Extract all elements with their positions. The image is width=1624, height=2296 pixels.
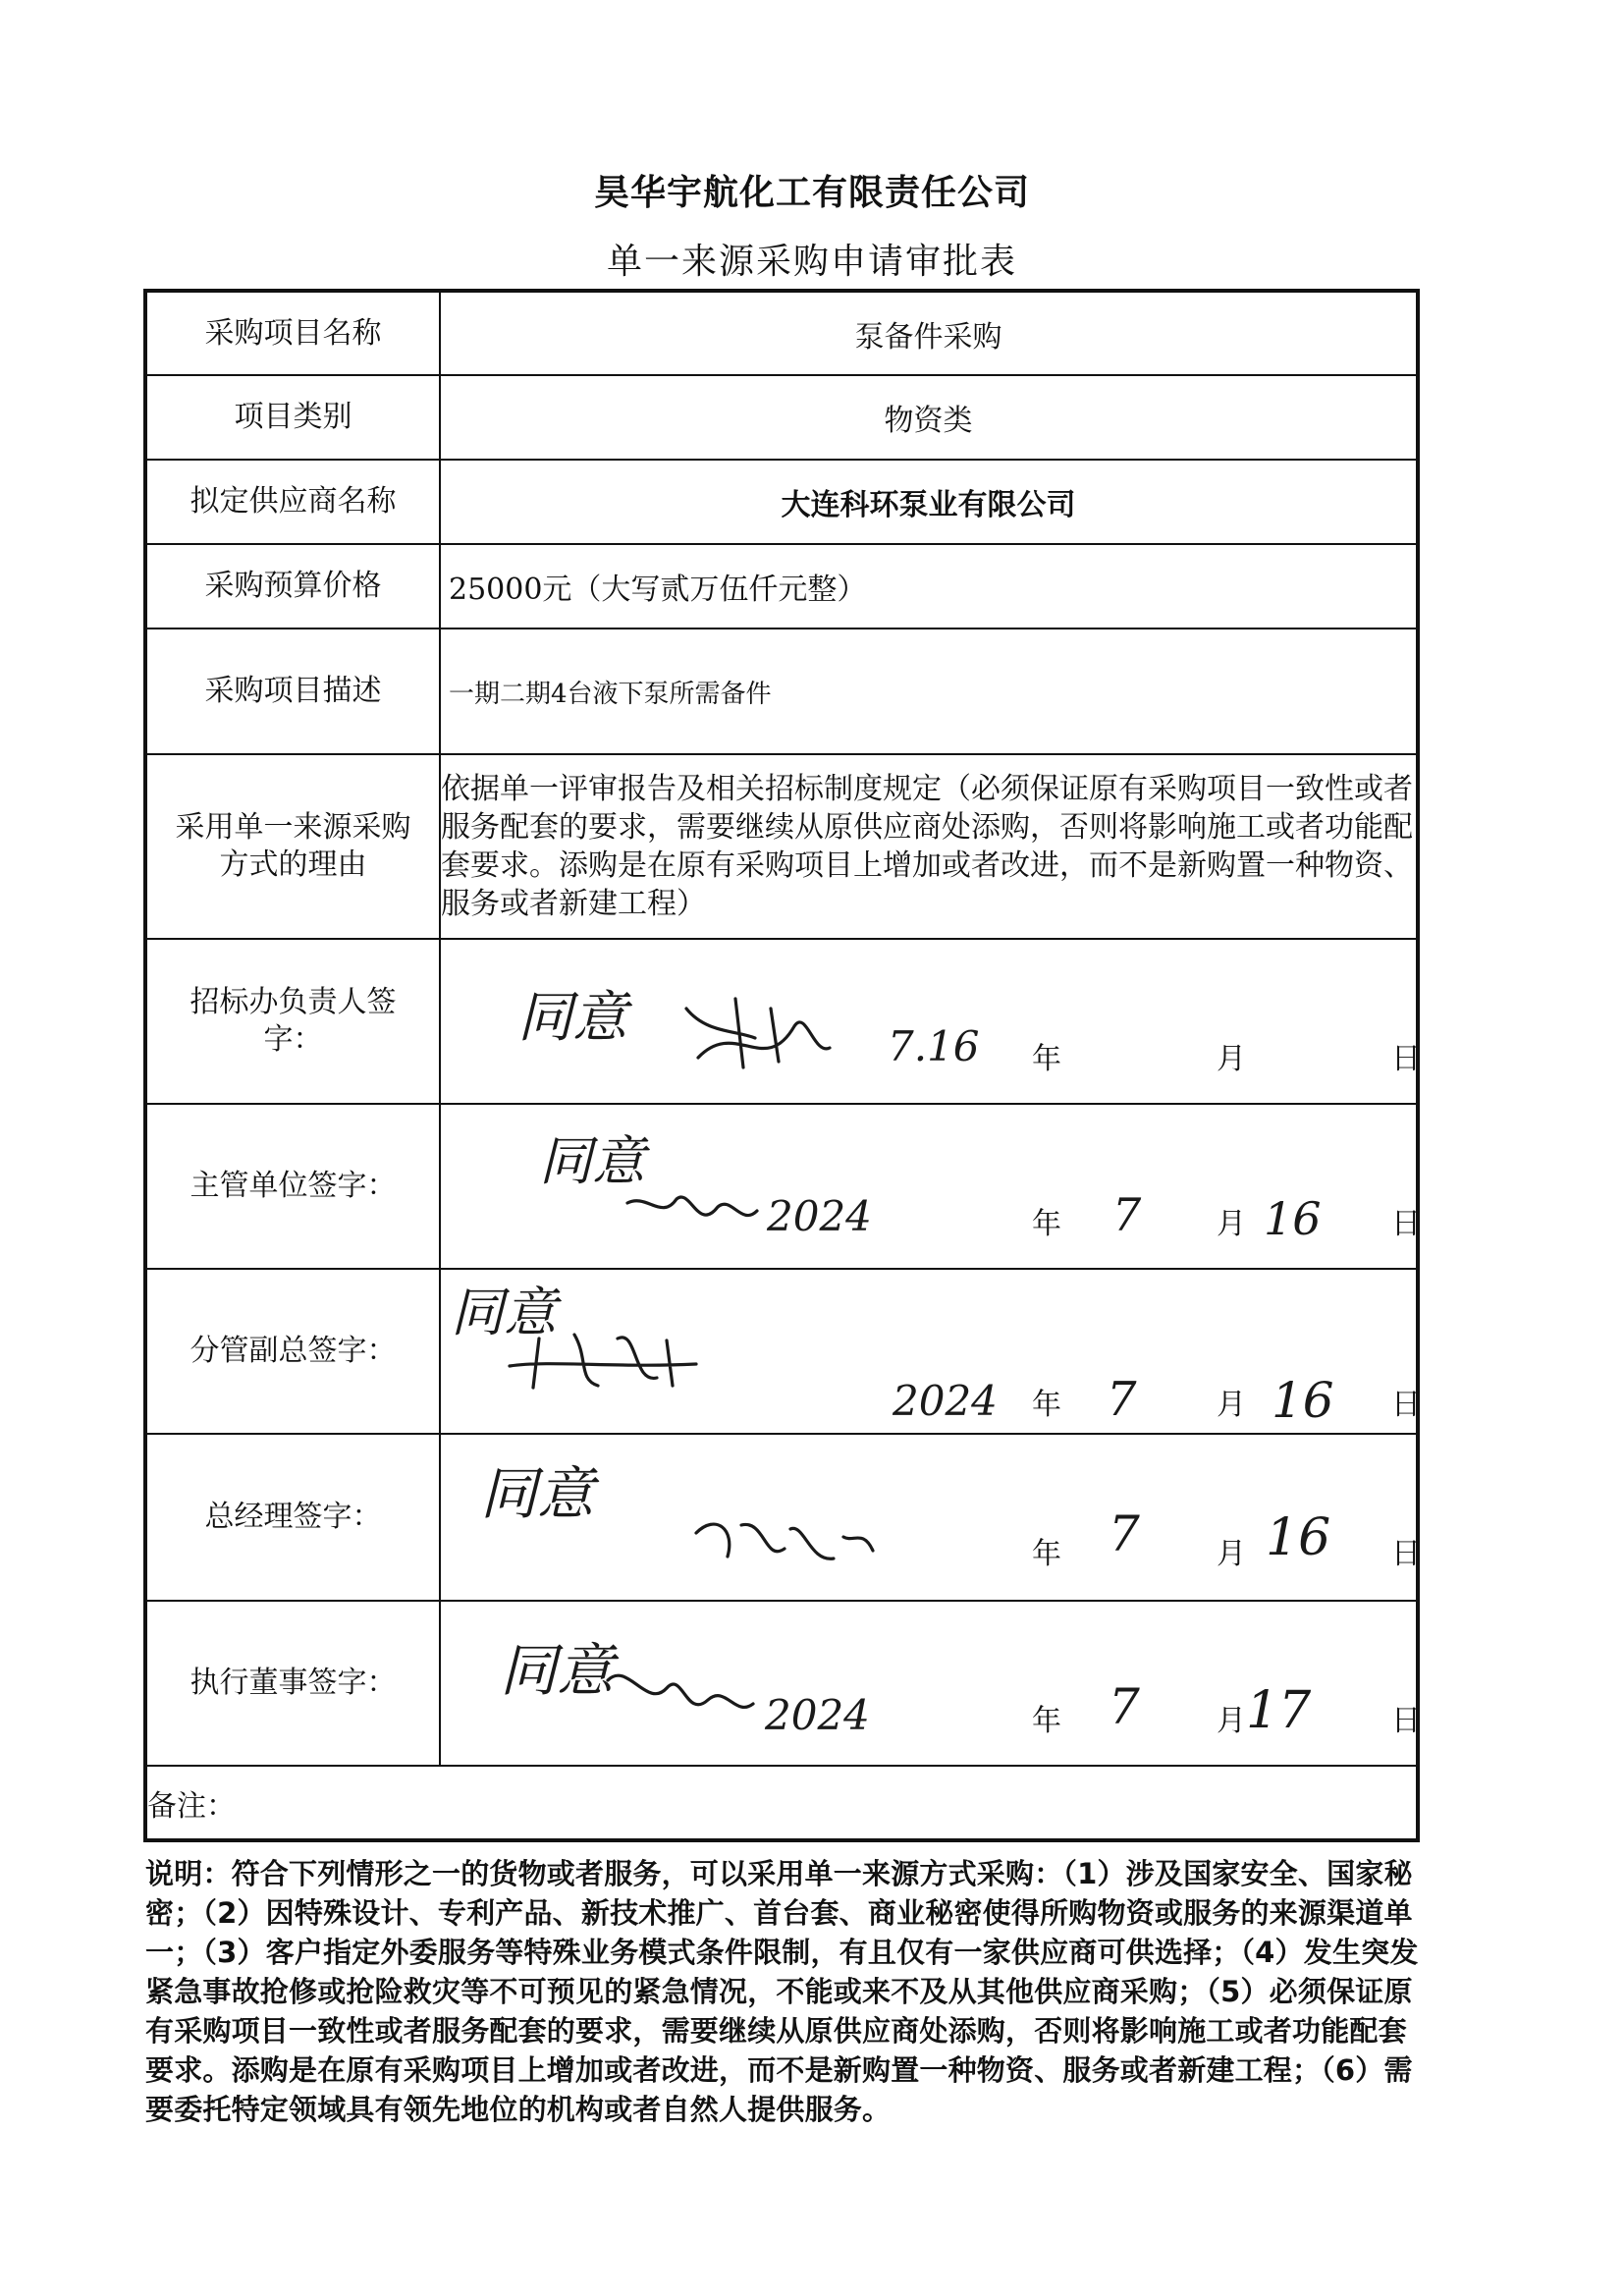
handwritten-opinion: 同意 <box>451 1282 557 1343</box>
handwritten-day: 16 <box>1272 1372 1334 1429</box>
handwritten-opinion: 同意 <box>480 1460 595 1527</box>
handwritten-day: 16 <box>1264 1192 1322 1245</box>
year-label: 年 <box>1032 1704 1061 1738</box>
company-name: 昊华宇航化工有限责任公司 <box>593 173 1030 213</box>
reason-value: 依据单一评审报告及相关招标制度规定（必须保证原有采购项目一致性或者服务配套的要求，需要继续从原供应商处添购，否则将影响施工或者功能配套要求。添购是在原有采购项目上增加或者改进，而不是新购置一种物资、服务或者新建工程） <box>440 754 1418 939</box>
signature-label-bidding-office: 招标办负责人签字： <box>145 939 440 1104</box>
approval-form-table <box>143 289 1420 1842</box>
month-label: 月 <box>1217 1042 1246 1076</box>
remarks-label: 备注： <box>145 1766 1418 1840</box>
row-description <box>145 629 1418 754</box>
year-label: 年 <box>1032 1388 1061 1422</box>
handwritten-month: 7 <box>1109 1505 1140 1562</box>
year-label: 年 <box>1032 1537 1061 1571</box>
handwritten-day: 17 <box>1246 1681 1312 1740</box>
day-label: 日 <box>1391 1388 1421 1422</box>
signature-area-supervising-unit <box>440 1104 1421 1269</box>
form-title: 单一来源采购申请审批表 <box>606 242 1017 282</box>
budget-value: 25000元（大写贰万伍仟元整） <box>440 544 1418 629</box>
project-name-label: 采购项目名称 <box>145 291 440 375</box>
signature-label-deputy-gm: 分管副总签字： <box>145 1269 440 1434</box>
row-budget <box>145 544 1418 629</box>
signature-area-deputy-gm <box>440 1269 1421 1434</box>
project-category-label: 项目类别 <box>145 375 440 460</box>
supplier-label: 拟定供应商名称 <box>145 460 440 544</box>
project-name-value: 泵备件采购 <box>440 291 1418 375</box>
handwritten-month: 7 <box>1107 1372 1137 1427</box>
handwritten-signature-executive-director <box>441 1602 1421 1767</box>
handwritten-year: 2024 <box>767 1192 872 1240</box>
handwritten-opinion: 同意 <box>500 1637 615 1704</box>
row-signature-executive-director <box>145 1601 1418 1766</box>
handwritten-month: 7 <box>1112 1188 1142 1241</box>
row-signature-deputy-gm <box>145 1269 1418 1434</box>
row-reason <box>145 754 1418 939</box>
handwritten-signature-deputy-gm <box>441 1270 1421 1435</box>
signature-label-general-manager: 总经理签字： <box>145 1434 440 1601</box>
day-label: 日 <box>1391 1704 1421 1738</box>
handwritten-opinion: 同意 <box>517 986 627 1050</box>
handwritten-opinion: 同意 <box>539 1130 645 1192</box>
explanation-note: 说明：符合下列情形之一的货物或者服务，可以采用单一来源方式采购：（1）涉及国家安全、国家秘密；（2）因特殊设计、专利产品、新技术推广、首台套、商业秘密使得所购物资或服务的来源渠道单一；（3）客户指定外委服务等特殊业务模式条件限制，有且仅有一家供应商可供选择；（4）发生突发紧急事故抢修或抢险救灾等不可预见的紧急情况，不能或来不及从其他供应商采购；（5）必须保证原有采购项目一致性或者服务配套的要求，需要继续从原供应商处添购，否则将影响施工或者功能配套要求。添购是在原有采购项目上增加或者改进，而不是新购置一种物资、服务或者新建工程；（6）需要委托特定领域具有领先地位的机构或者自然人提供服务。 <box>145 1857 1419 2126</box>
signature-label-supervising-unit: 主管单位签字： <box>145 1104 440 1269</box>
budget-label: 采购预算价格 <box>145 544 440 629</box>
row-signature-bidding-office <box>145 939 1418 1104</box>
supplier-value: 大连科环泵业有限公司 <box>440 460 1418 544</box>
row-project-category <box>145 375 1418 460</box>
handwritten-signature-general-manager <box>441 1435 1421 1602</box>
handwritten-day: 16 <box>1266 1508 1331 1567</box>
year-label: 年 <box>1032 1042 1061 1076</box>
handwritten-month: 7 <box>1109 1678 1140 1735</box>
day-label: 日 <box>1391 1042 1421 1076</box>
reason-label: 采用单一来源采购方式的理由 <box>145 754 440 939</box>
month-label: 月 <box>1217 1537 1246 1571</box>
month-label: 月 <box>1217 1207 1246 1241</box>
description-label: 采购项目描述 <box>145 629 440 754</box>
month-label: 月 <box>1217 1388 1246 1422</box>
day-label: 日 <box>1391 1537 1421 1571</box>
day-label: 日 <box>1391 1207 1421 1241</box>
handwritten-year: 2024 <box>893 1377 998 1425</box>
row-signature-supervising-unit <box>145 1104 1418 1269</box>
handwritten-signature-supervising-unit <box>441 1105 1421 1270</box>
signature-label-executive-director: 执行董事签字： <box>145 1601 440 1766</box>
project-category-value: 物资类 <box>440 375 1418 460</box>
signature-area-bidding-office <box>440 939 1421 1104</box>
row-supplier <box>145 460 1418 544</box>
month-label: 月 <box>1217 1704 1246 1738</box>
handwritten-date: 7.16 <box>888 1022 980 1070</box>
row-signature-general-manager <box>145 1434 1418 1601</box>
row-project-name <box>145 291 1418 375</box>
handwritten-year: 2024 <box>765 1691 870 1739</box>
signature-area-executive-director <box>440 1601 1421 1766</box>
handwritten-signature-bidding-office <box>441 940 1421 1105</box>
signature-area-general-manager <box>440 1434 1421 1601</box>
row-remarks <box>145 1766 1418 1840</box>
year-label: 年 <box>1032 1207 1061 1241</box>
description-value: 一期二期4台液下泵所需备件 <box>440 629 1418 754</box>
